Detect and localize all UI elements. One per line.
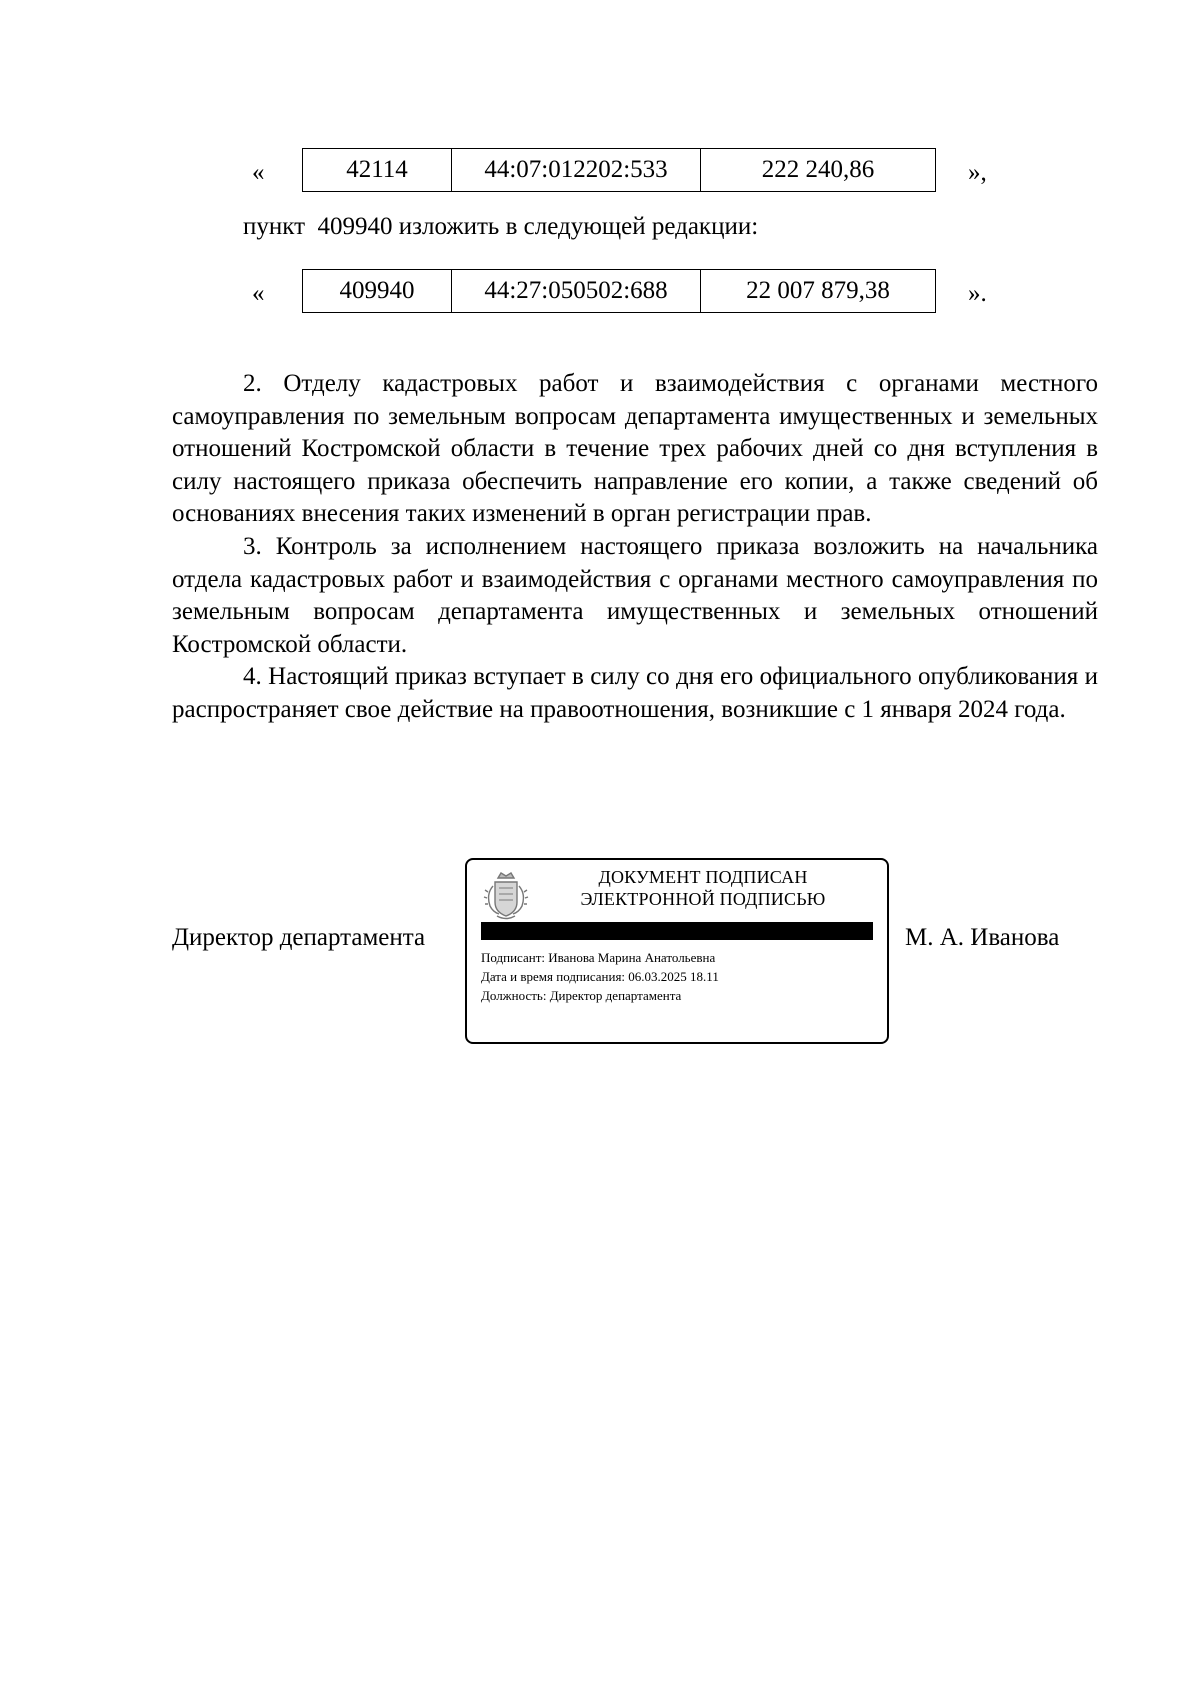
row2-cadastral-cell: 44:27:050502:688 <box>452 270 701 313</box>
table-row <box>303 149 936 192</box>
stamp-signer: Подписант: Иванова Марина Анатольевна <box>481 950 716 965</box>
stamp-datetime: Дата и время подписания: 06.03.2025 18.11 <box>481 969 719 984</box>
row2-close-quote: ». <box>968 280 987 307</box>
intro-line: пункт 409940 изложить в следующей редакции: <box>243 213 759 240</box>
stamp-title <box>527 866 879 910</box>
coat-of-arms-icon <box>481 868 531 922</box>
paragraph-4: 4. Настоящий приказ вступает в силу со дня его официального опубликования и распространяет свое действие на правоотношения, возникшие с 1 января 2024 года. <box>172 663 1098 723</box>
stamp-title-line1: ДОКУМЕНТ ПОДПИСАН <box>598 867 808 887</box>
stamp-role: Должность: Директор департамента <box>481 988 682 1003</box>
row2-number-cell: 409940 <box>303 270 452 313</box>
row1-value-cell: 222 240,86 <box>701 149 936 192</box>
signer-name: М. А. Иванова <box>905 924 1060 951</box>
row2-value-cell: 22 007 879,38 <box>701 270 936 313</box>
electronic-signature-stamp <box>465 858 889 1044</box>
row1-close-quote: », <box>968 159 987 186</box>
paragraph-3: 3. Контроль за исполнением настоящего приказа возложить на начальника отдела кадастровых работ и взаимодействия с органами местного самоуправления по земельным вопросам департамента имущественных и земельных отношений Костромской области. <box>172 532 1098 658</box>
row2-open-quote: « <box>252 280 265 307</box>
body-text <box>172 368 1098 727</box>
row1-open-quote: « <box>252 159 265 186</box>
signer-position: Директор департамента <box>172 924 426 951</box>
redacted-certificate-bar <box>481 922 873 940</box>
row1-table <box>302 148 936 192</box>
row1-number-cell: 42114 <box>303 149 452 192</box>
table-row <box>303 270 936 313</box>
row1-cadastral-cell: 44:07:012202:533 <box>452 149 701 192</box>
stamp-title-line2: ЭЛЕКТРОННОЙ ПОДПИСЬЮ <box>580 889 826 909</box>
paragraph-2: 2. Отделу кадастровых работ и взаимодействия с органами местного самоуправления по земельным вопросам департамента имущественных и земельных отношений Костромской области в течение трех рабочих дней со дня вступления в силу настоящего приказа обеспечить направление его копии, а также сведений об основаниях внесения таких изменений в орган регистрации прав. <box>172 370 1098 528</box>
stamp-info <box>481 948 719 1005</box>
row2-table <box>302 269 936 313</box>
